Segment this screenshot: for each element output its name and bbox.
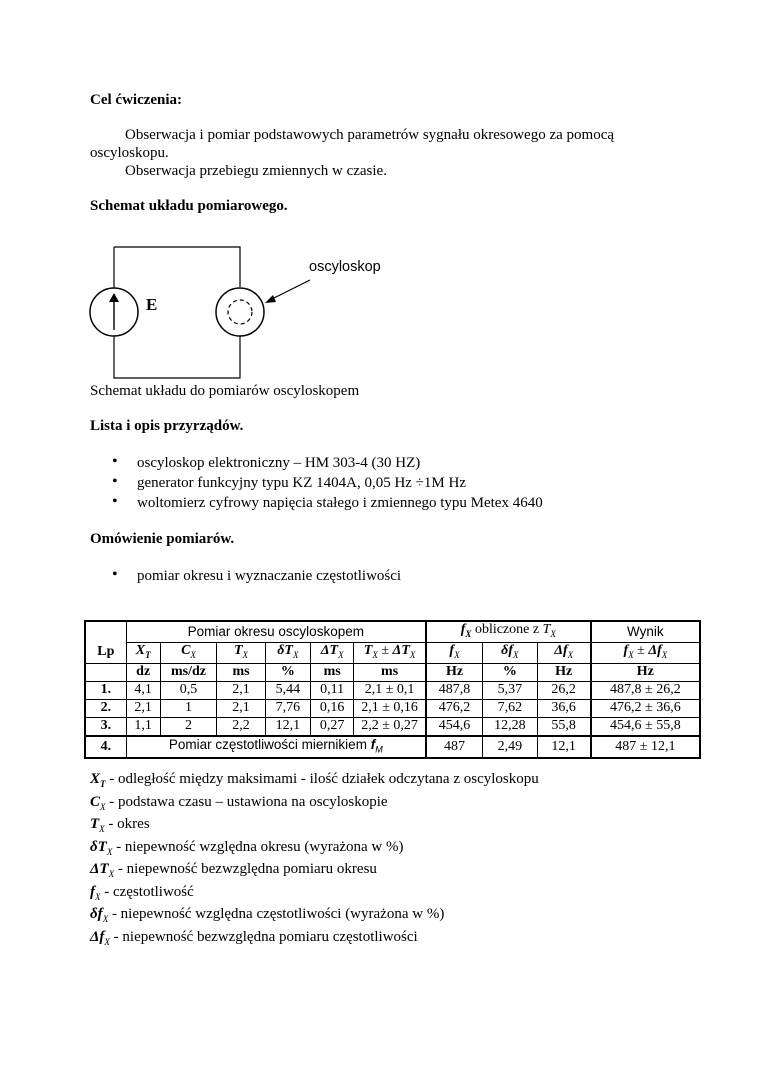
table-header-row-symbols bbox=[85, 642, 700, 663]
cell-abs-delta-fx: 26,2 bbox=[537, 681, 591, 699]
group-header-frequency: $f_X$ obliczone z $T_X$ bbox=[426, 621, 591, 642]
column-header-abs-delta-tx: $\Delta T_X$ bbox=[311, 642, 354, 663]
legend-item: $X_T$ - odległość między maksimami - ilość działek odczytana z oscyloskopu bbox=[90, 771, 539, 789]
cell-fx: 476,2 bbox=[426, 699, 483, 717]
column-header-tx-result: $T_X \pm \Delta T_X$ bbox=[354, 642, 426, 663]
cell-result: 487,8 ± 26,2 bbox=[591, 681, 700, 699]
pointer-arrow-head bbox=[265, 295, 276, 303]
cell-delta-fx: 12,28 bbox=[483, 717, 538, 736]
unit-cell: % bbox=[483, 663, 538, 681]
column-header-delta-fx: $\delta f_X$ bbox=[483, 642, 538, 663]
legend-item: $f_X$ - częstotliwość bbox=[90, 883, 194, 902]
row-lp: 3. bbox=[85, 717, 126, 736]
cell-result: 476,2 ± 36,6 bbox=[591, 699, 700, 717]
legend-text: - niepewność względna okresu (wyrażona w %) bbox=[116, 838, 404, 855]
unit-cell: ms/dz bbox=[160, 663, 217, 681]
cell-fx: 487 bbox=[426, 736, 483, 759]
oscilloscope-label: oscyloskop bbox=[309, 259, 381, 275]
source-label: E bbox=[146, 295, 158, 314]
table-row-frequency-meter bbox=[85, 736, 700, 759]
measurement-table bbox=[84, 620, 701, 759]
cell-abs-delta-tx: 0,16 bbox=[311, 699, 354, 717]
group-header-frequency-text: obliczone z bbox=[474, 622, 540, 637]
unit-cell-empty bbox=[85, 663, 126, 681]
cell-cx: 1 bbox=[160, 699, 217, 717]
row-lp: 2. bbox=[85, 699, 126, 717]
cell-delta-fx: 2,49 bbox=[483, 736, 538, 759]
legend-item: $C_X$ - podstawa czasu – ustawiona na oscyloskopie bbox=[90, 793, 388, 812]
row-lp: 1. bbox=[85, 681, 126, 699]
unit-cell: ms bbox=[354, 663, 426, 681]
bullet-icon: • bbox=[112, 453, 118, 470]
symbol-legend bbox=[90, 771, 539, 951]
goal-text-line3: Obserwacja przebiegu zmiennych w czasie. bbox=[125, 163, 387, 179]
wire-top bbox=[114, 247, 240, 287]
legend-item: $\delta f_X$ - niepewność względna częstotliwości (wyrażona w %) bbox=[90, 906, 445, 924]
row-lp: 4. bbox=[85, 736, 126, 759]
source-arrow-head bbox=[109, 293, 119, 302]
unit-cell: dz bbox=[126, 663, 160, 681]
legend-text: - niepewność bezwzględna pomiaru częstotliwości bbox=[113, 928, 418, 945]
legend-text: - okres bbox=[108, 816, 150, 832]
bullet-icon: • bbox=[112, 493, 118, 510]
column-header-abs-delta-fx: $\Delta f_X$ bbox=[537, 642, 591, 663]
instrument-item-text: oscyloskop elektroniczny – HM 303-4 (30 HZ) bbox=[137, 455, 421, 471]
table-row bbox=[85, 681, 700, 699]
cell-frequency-meter-label: Pomiar częstotliwości miernikiem $f_M$ bbox=[126, 736, 426, 759]
legend-item: $\delta T_X$ - niepewność względna okresu (wyrażona w %) bbox=[90, 838, 404, 857]
cell-fx: 487,8 bbox=[426, 681, 483, 699]
measurement-item-text: pomiar okresu i wyznaczanie częstotliwości bbox=[137, 568, 402, 584]
table-row bbox=[85, 699, 700, 717]
schematic-caption: Schemat układu do pomiarów oscyloskopem bbox=[90, 383, 360, 399]
unit-cell: ms bbox=[311, 663, 354, 681]
cell-delta-tx: 12,1 bbox=[265, 717, 310, 736]
cell-xt: 1,1 bbox=[126, 717, 160, 736]
column-header-result: $f_X \pm \Delta f_X$ bbox=[591, 642, 700, 663]
instrument-item-text: generator funkcyjny typu KZ 1404A, 0,05 Hz ÷1M Hz bbox=[137, 475, 466, 491]
goal-text-line2: oscyloskopu. bbox=[90, 145, 169, 161]
legend-text: - częstotliwość bbox=[104, 883, 194, 900]
frequency-meter-label-text: Pomiar częstotliwości miernikiem bbox=[168, 736, 367, 752]
cell-fx: 454,6 bbox=[426, 717, 483, 736]
oscilloscope-screen-icon bbox=[228, 300, 252, 324]
legend-item: $\Delta T_X$ - niepewność bezwzględna pomiaru okresu bbox=[90, 861, 377, 879]
cell-cx: 2 bbox=[160, 717, 217, 736]
unit-cell: % bbox=[265, 663, 310, 681]
table-corner-cell bbox=[85, 621, 126, 642]
bullet-icon: • bbox=[112, 566, 118, 583]
goal-heading: Cel ćwiczenia: bbox=[90, 92, 183, 108]
schematic-heading: Schemat układu pomiarowego. bbox=[90, 198, 288, 214]
cell-result: 487 ± 12,1 bbox=[591, 736, 700, 759]
column-header-tx: $T_X$ bbox=[217, 642, 265, 663]
legend-text: - niepewność względna częstotliwości (wyrażona w %) bbox=[111, 906, 445, 922]
cell-abs-delta-fx: 12,1 bbox=[537, 736, 591, 759]
cell-abs-delta-fx: 36,6 bbox=[537, 699, 591, 717]
cell-abs-delta-tx: 0,11 bbox=[311, 681, 354, 699]
table-header-row-groups bbox=[85, 621, 700, 642]
cell-delta-tx: 5,44 bbox=[265, 681, 310, 699]
cell-tx-result: 2,2 ± 0,27 bbox=[354, 717, 426, 736]
cell-result: 454,6 ± 55,8 bbox=[591, 717, 700, 736]
unit-cell: Hz bbox=[426, 663, 483, 681]
cell-cx: 0,5 bbox=[160, 681, 217, 699]
unit-cell: ms bbox=[217, 663, 265, 681]
legend-text: - niepewność bezwzględna pomiaru okresu bbox=[117, 861, 377, 877]
instruments-heading: Lista i opis przyrządów. bbox=[90, 418, 244, 434]
cell-xt: 2,1 bbox=[126, 699, 160, 717]
table-units-row bbox=[85, 663, 700, 681]
column-header-cx: $C_X$ bbox=[160, 642, 217, 663]
cell-delta-fx: 7,62 bbox=[483, 699, 538, 717]
cell-tx: 2,2 bbox=[217, 717, 265, 736]
group-header-result: Wynik bbox=[591, 621, 700, 642]
wire-bottom bbox=[114, 336, 240, 378]
cell-abs-delta-fx: 55,8 bbox=[537, 717, 591, 736]
cell-xt: 4,1 bbox=[126, 681, 160, 699]
cell-tx: 2,1 bbox=[217, 699, 265, 717]
legend-item: $\Delta f_X$ - niepewność bezwzględna pomiaru częstotliwości bbox=[90, 928, 418, 947]
group-header-period: Pomiar okresu oscyloskopem bbox=[126, 621, 426, 642]
legend-item: $T_X$ - okres bbox=[90, 816, 150, 834]
legend-text: - podstawa czasu – ustawiona na oscyloskopie bbox=[109, 793, 388, 810]
column-header-fx: $f_X$ bbox=[426, 642, 483, 663]
cell-delta-fx: 5,37 bbox=[483, 681, 538, 699]
column-header-delta-tx: $\delta T_X$ bbox=[265, 642, 310, 663]
unit-cell: Hz bbox=[537, 663, 591, 681]
bullet-icon: • bbox=[112, 473, 118, 490]
instrument-item-text: woltomierz cyfrowy napięcia stałego i zmiennego typu Metex 4640 bbox=[137, 495, 543, 511]
cell-delta-tx: 7,76 bbox=[265, 699, 310, 717]
cell-abs-delta-tx: 0,27 bbox=[311, 717, 354, 736]
measurements-heading: Omówienie pomiarów. bbox=[90, 531, 235, 547]
pointer-arrow-line bbox=[268, 280, 310, 301]
column-header-lp: Lp bbox=[85, 642, 126, 663]
goal-text-line1: Obserwacja i pomiar podstawowych parametrów sygnału okresowego za pomocą bbox=[125, 127, 615, 143]
cell-tx-result: 2,1 ± 0,1 bbox=[354, 681, 426, 699]
oscilloscope-icon bbox=[216, 288, 264, 336]
legend-text: - odległość między maksimami - ilość działek odczytana z oscyloskopu bbox=[109, 771, 539, 787]
table-row bbox=[85, 717, 700, 736]
cell-tx: 2,1 bbox=[217, 681, 265, 699]
column-header-xt: $X_T$ bbox=[126, 642, 160, 663]
unit-cell: Hz bbox=[591, 663, 700, 681]
cell-tx-result: 2,1 ± 0,16 bbox=[354, 699, 426, 717]
